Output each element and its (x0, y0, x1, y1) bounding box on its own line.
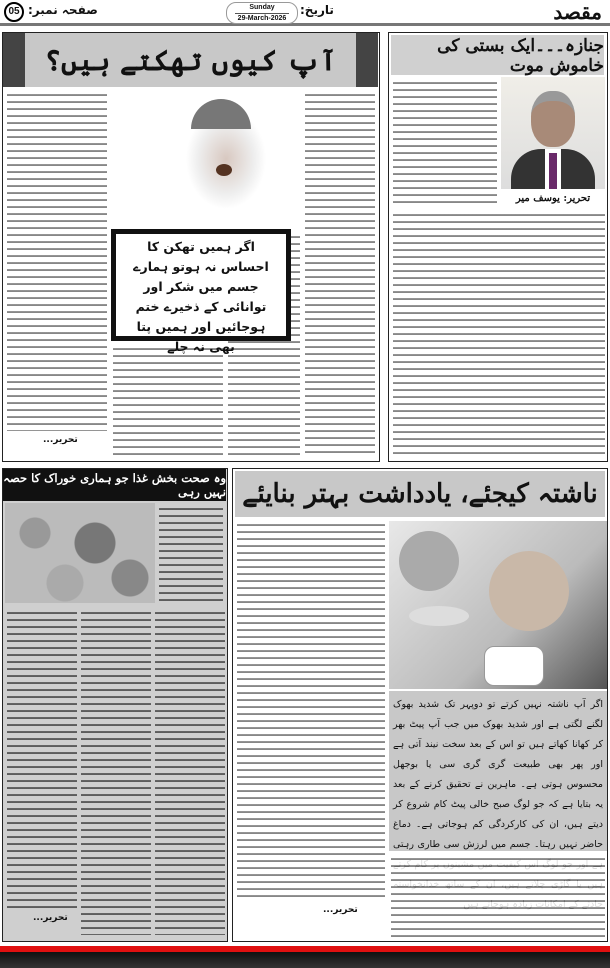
day: Sunday (249, 4, 275, 11)
byline: تحریر: یوسف میر (515, 193, 591, 204)
quote-box (111, 229, 291, 354)
lead-box (389, 691, 607, 851)
byline: تحریر... (33, 913, 68, 923)
body-column (237, 521, 385, 899)
body-column (7, 609, 77, 909)
body-column (155, 609, 225, 935)
headline-bar (3, 469, 226, 501)
headline: آپ کیوں تھکتے ہیں؟ (44, 43, 337, 77)
body-column (305, 91, 375, 456)
yawning-woman-photo (121, 89, 301, 227)
pull-quote: اگر ہمیں تھکن کا احساس نہ ہوتو ہمارے جسم میں شکر اور توانائی کے ذخیرے ختم ہوجائیں اور ہمیں پتا بھی نہ چلے (133, 239, 269, 354)
byline: تحریر... (323, 905, 358, 915)
body-column (113, 345, 223, 455)
headline-bar (3, 33, 378, 87)
footer-band (0, 946, 610, 968)
body-column (393, 211, 605, 457)
article-funeral (388, 32, 608, 462)
date-pill (226, 2, 298, 24)
byline: تحریر... (43, 435, 78, 445)
headline-bar (391, 35, 604, 75)
article-fatigue (2, 32, 380, 462)
child-photo (389, 521, 607, 689)
date-label: تاریخ: (300, 3, 334, 17)
food-photo (5, 503, 155, 603)
body-column (81, 609, 151, 935)
body-column (391, 855, 605, 937)
body-column (7, 91, 107, 431)
headline-bar (235, 471, 605, 517)
date: 29-March-2026 (235, 13, 289, 24)
body-column (159, 505, 223, 605)
page-number: 05 (4, 2, 24, 22)
page-label: صفحہ نمبر: (28, 3, 98, 17)
headline: ناشتہ کیجئے، یادداشت بہتر بنایئے (242, 479, 598, 509)
body-column (393, 79, 497, 207)
masthead (0, 0, 610, 26)
lead-text: اگر آپ ناشتہ نہیں کرتے تو دوپہر تک شدید بھوک لگنے لگتی ہے اور شدید بھوک میں جب آپ پیٹ بھر کر کھانا کھاتے ہیں تو اس کے بعد سخت نیند آتی ہے اور پھر بھی طبیعت گری گری سی یا بوجھل محسوس ہوتی ہے۔ ماہرین نے تحقیق کرنے کے بعد یہ بتایا ہے کہ جو لوگ صبح خالی پیٹ کام شروع کر دیتے ہیں، ان کی کارکردگی کم ہوجاتی ہے۔ دماغ حاضر نہیں رہتا۔ جسم میں لرزش سی طاری رہتی (393, 699, 603, 850)
headline: جنازہ۔۔۔ایک بستی کی خاموش موت (437, 35, 604, 76)
article-breakfast (232, 468, 608, 942)
article-food (2, 468, 228, 942)
headline: وہ صحت بخش غذا جو ہماری خوراک کا حصہ نہیں رہی (3, 471, 226, 499)
author-photo (501, 77, 605, 189)
logo: مقصد (553, 0, 602, 24)
